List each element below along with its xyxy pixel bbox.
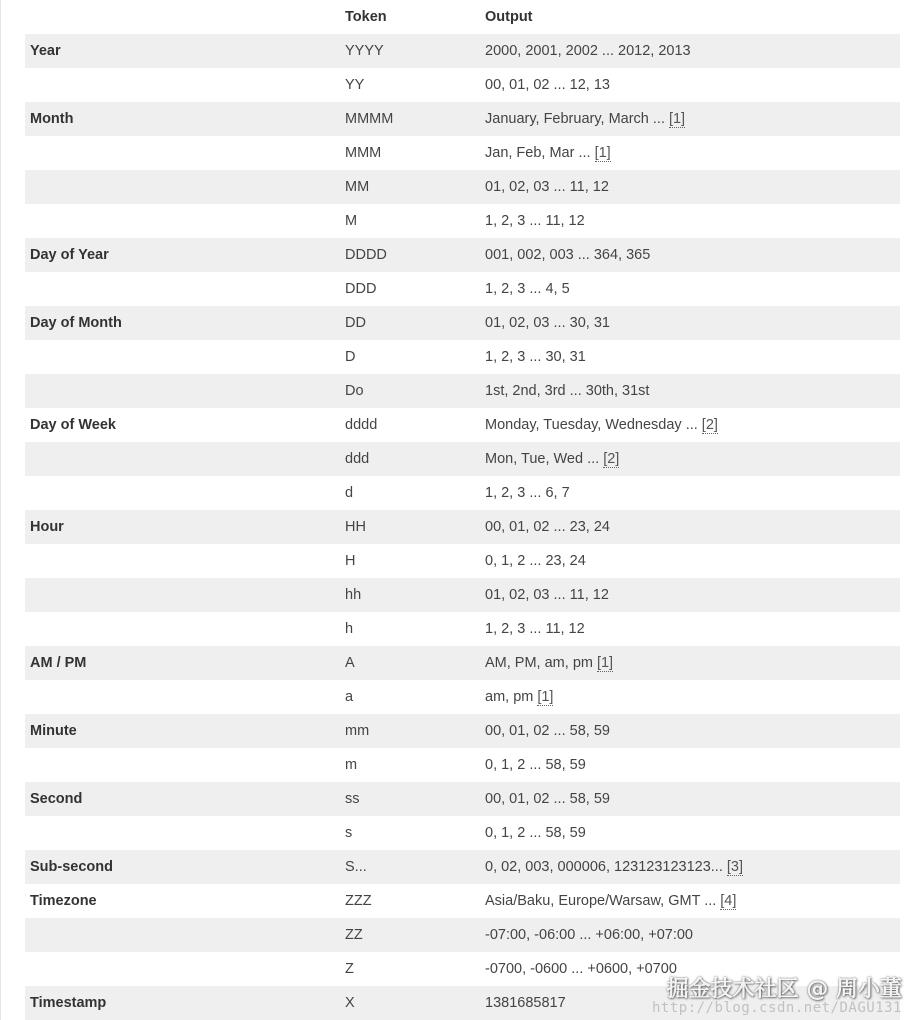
- row-output-text: 1, 2, 3 ... 4, 5: [485, 281, 570, 297]
- row-token-cell: ddd: [340, 442, 480, 476]
- row-type-cell: Second: [25, 782, 340, 816]
- row-type-cell: Day of Month: [25, 306, 340, 340]
- row-token-cell: a: [340, 680, 480, 714]
- row-token-cell: MMM: [340, 136, 480, 170]
- row-output-text: -07:00, -06:00 ... +06:00, +07:00: [485, 927, 693, 943]
- row-output-cell: [480, 850, 900, 884]
- row-token-cell: Z: [340, 952, 480, 986]
- row-output-cell: [480, 102, 900, 136]
- row-type-cell: Year: [25, 34, 340, 68]
- row-output-cell: [480, 816, 900, 850]
- row-token-cell: ZZZ: [340, 884, 480, 918]
- row-token-cell: M: [340, 204, 480, 238]
- row-token-cell: YY: [340, 68, 480, 102]
- row-output-cell: [480, 442, 900, 476]
- row-type-cell: [25, 340, 340, 374]
- footnote-link[interactable]: [1]: [594, 145, 611, 161]
- table-row: [25, 476, 900, 510]
- row-token-cell: dddd: [340, 408, 480, 442]
- row-type-cell: AM / PM: [25, 646, 340, 680]
- row-output-cell: [480, 68, 900, 102]
- row-output-cell: [480, 612, 900, 646]
- row-type-cell: [25, 204, 340, 238]
- row-output-text: Mon, Tue, Wed ...: [485, 451, 600, 467]
- row-type-cell: Sub-second: [25, 850, 340, 884]
- row-output-text: 1, 2, 3 ... 30, 31: [485, 349, 586, 365]
- row-type-cell: [25, 578, 340, 612]
- row-type-cell: Timezone: [25, 884, 340, 918]
- row-type-cell: [25, 748, 340, 782]
- header-output: Output: [480, 0, 900, 34]
- row-output-text: 0, 1, 2 ... 23, 24: [485, 553, 586, 569]
- row-type-cell: Day of Week: [25, 408, 340, 442]
- table-row: [25, 986, 900, 1020]
- table-row: [25, 34, 900, 68]
- row-output-cell: [480, 306, 900, 340]
- row-output-text: 0, 02, 003, 000006, 123123123123...: [485, 859, 723, 875]
- table-row: [25, 918, 900, 952]
- row-type-cell: [25, 374, 340, 408]
- row-type-cell: [25, 136, 340, 170]
- row-output-text: January, February, March ...: [485, 111, 665, 127]
- row-token-cell: m: [340, 748, 480, 782]
- table-row: [25, 510, 900, 544]
- row-output-text: 1, 2, 3 ... 6, 7: [485, 485, 570, 501]
- row-output-cell: [480, 136, 900, 170]
- row-output-cell: [480, 510, 900, 544]
- row-token-cell: h: [340, 612, 480, 646]
- row-output-cell: [480, 476, 900, 510]
- table-row: [25, 170, 900, 204]
- row-type-cell: [25, 170, 340, 204]
- table-header-row: [25, 0, 900, 34]
- row-output-text: AM, PM, am, pm: [485, 655, 593, 671]
- row-output-cell: [480, 374, 900, 408]
- row-token-cell: MM: [340, 170, 480, 204]
- row-output-text: Monday, Tuesday, Wednesday ...: [485, 417, 698, 433]
- table-row: [25, 714, 900, 748]
- row-token-cell: ZZ: [340, 918, 480, 952]
- row-output-text: 00, 01, 02 ... 58, 59: [485, 723, 610, 739]
- table-body: [25, 34, 900, 1020]
- footnote-link[interactable]: [2]: [701, 417, 718, 433]
- row-token-cell: DDDD: [340, 238, 480, 272]
- row-output-cell: [480, 680, 900, 714]
- row-output-text: -0700, -0600 ... +0600, +0700: [485, 961, 677, 977]
- row-output-text: Asia/Baku, Europe/Warsaw, GMT ...: [485, 893, 717, 909]
- table-row: [25, 782, 900, 816]
- row-token-cell: HH: [340, 510, 480, 544]
- table-row: [25, 748, 900, 782]
- row-output-text: 2000, 2001, 2002 ... 2012, 2013: [485, 43, 691, 59]
- row-type-cell: [25, 272, 340, 306]
- table-row: [25, 272, 900, 306]
- row-type-cell: Hour: [25, 510, 340, 544]
- row-token-cell: DDD: [340, 272, 480, 306]
- row-token-cell: mm: [340, 714, 480, 748]
- row-output-text: 01, 02, 03 ... 11, 12: [485, 179, 609, 195]
- row-type-cell: [25, 476, 340, 510]
- table-row: [25, 612, 900, 646]
- table-row: [25, 884, 900, 918]
- header-type: [25, 0, 340, 34]
- header-token: Token: [340, 0, 480, 34]
- table-row: [25, 850, 900, 884]
- row-output-cell: [480, 238, 900, 272]
- row-type-cell: Day of Year: [25, 238, 340, 272]
- row-output-text: 00, 01, 02 ... 12, 13: [485, 77, 610, 93]
- row-token-cell: MMMM: [340, 102, 480, 136]
- row-output-text: 1, 2, 3 ... 11, 12: [485, 213, 585, 229]
- row-output-text: 0, 1, 2 ... 58, 59: [485, 757, 586, 773]
- row-output-text: 01, 02, 03 ... 30, 31: [485, 315, 610, 331]
- row-output-cell: [480, 884, 900, 918]
- row-output-cell: [480, 952, 900, 986]
- row-type-cell: Timestamp: [25, 986, 340, 1020]
- row-type-cell: [25, 544, 340, 578]
- table-row: [25, 952, 900, 986]
- footnote-link[interactable]: [4]: [720, 893, 737, 909]
- format-tokens-table: [25, 0, 900, 1020]
- table-row: [25, 238, 900, 272]
- row-token-cell: s: [340, 816, 480, 850]
- row-output-cell: [480, 170, 900, 204]
- row-output-cell: [480, 782, 900, 816]
- table-row: [25, 544, 900, 578]
- row-token-cell: S...: [340, 850, 480, 884]
- watermark-title: 掘金技术社区 @ 周小董: [666, 977, 902, 1003]
- row-output-text: 001, 002, 003 ... 364, 365: [485, 247, 651, 263]
- row-output-cell: [480, 340, 900, 374]
- row-type-cell: [25, 442, 340, 476]
- row-token-cell: d: [340, 476, 480, 510]
- row-type-cell: Month: [25, 102, 340, 136]
- row-output-text: 01, 02, 03 ... 11, 12: [485, 587, 609, 603]
- footnote-link[interactable]: [1]: [668, 111, 686, 127]
- table-row: [25, 136, 900, 170]
- row-type-cell: [25, 952, 340, 986]
- table-row: [25, 204, 900, 238]
- table-row: [25, 102, 900, 136]
- row-type-cell: [25, 68, 340, 102]
- row-token-cell: D: [340, 340, 480, 374]
- row-output-text: 00, 01, 02 ... 23, 24: [485, 519, 610, 535]
- table-row: [25, 680, 900, 714]
- row-output-cell: [480, 578, 900, 612]
- row-output-cell: [480, 408, 900, 442]
- row-token-cell: X: [340, 986, 480, 1020]
- table-row: [25, 646, 900, 680]
- row-type-cell: [25, 680, 340, 714]
- row-output-cell: [480, 918, 900, 952]
- table-row: [25, 408, 900, 442]
- table-row: [25, 68, 900, 102]
- row-token-cell: ss: [340, 782, 480, 816]
- row-token-cell: DD: [340, 306, 480, 340]
- row-output-cell: [480, 986, 900, 1020]
- row-token-cell: YYYY: [340, 34, 480, 68]
- table-row: [25, 374, 900, 408]
- footnote-link[interactable]: [1]: [537, 689, 554, 705]
- row-output-text: 1st, 2nd, 3rd ... 30th, 31st: [485, 383, 650, 399]
- row-output-text: 00, 01, 02 ... 58, 59: [485, 791, 610, 807]
- row-token-cell: H: [340, 544, 480, 578]
- row-output-text: am, pm: [485, 689, 534, 705]
- table-row: [25, 306, 900, 340]
- row-output-cell: [480, 748, 900, 782]
- row-output-cell: [480, 204, 900, 238]
- row-output-text: Jan, Feb, Mar ...: [485, 145, 591, 161]
- row-output-cell: [480, 646, 900, 680]
- row-output-cell: [480, 34, 900, 68]
- row-token-cell: hh: [340, 578, 480, 612]
- row-type-cell: [25, 612, 340, 646]
- footnote-link[interactable]: [1]: [596, 655, 614, 671]
- row-type-cell: [25, 918, 340, 952]
- table-row: [25, 578, 900, 612]
- row-type-cell: Minute: [25, 714, 340, 748]
- row-output-cell: [480, 544, 900, 578]
- row-type-cell: [25, 816, 340, 850]
- row-token-cell: A: [340, 646, 480, 680]
- row-output-text: 1381685817: [485, 995, 566, 1011]
- table-row: [25, 816, 900, 850]
- footnote-link[interactable]: [2]: [603, 451, 620, 467]
- row-output-text: 1, 2, 3 ... 11, 12: [485, 621, 585, 637]
- row-output-cell: [480, 272, 900, 306]
- footnote-link[interactable]: [3]: [726, 859, 743, 875]
- row-output-cell: [480, 714, 900, 748]
- table-row: [25, 340, 900, 374]
- table-row: [25, 442, 900, 476]
- row-output-text: 0, 1, 2 ... 58, 59: [485, 825, 586, 841]
- watermark-url: http://blog.csdn.net/DAGU131: [651, 1000, 902, 1017]
- row-token-cell: Do: [340, 374, 480, 408]
